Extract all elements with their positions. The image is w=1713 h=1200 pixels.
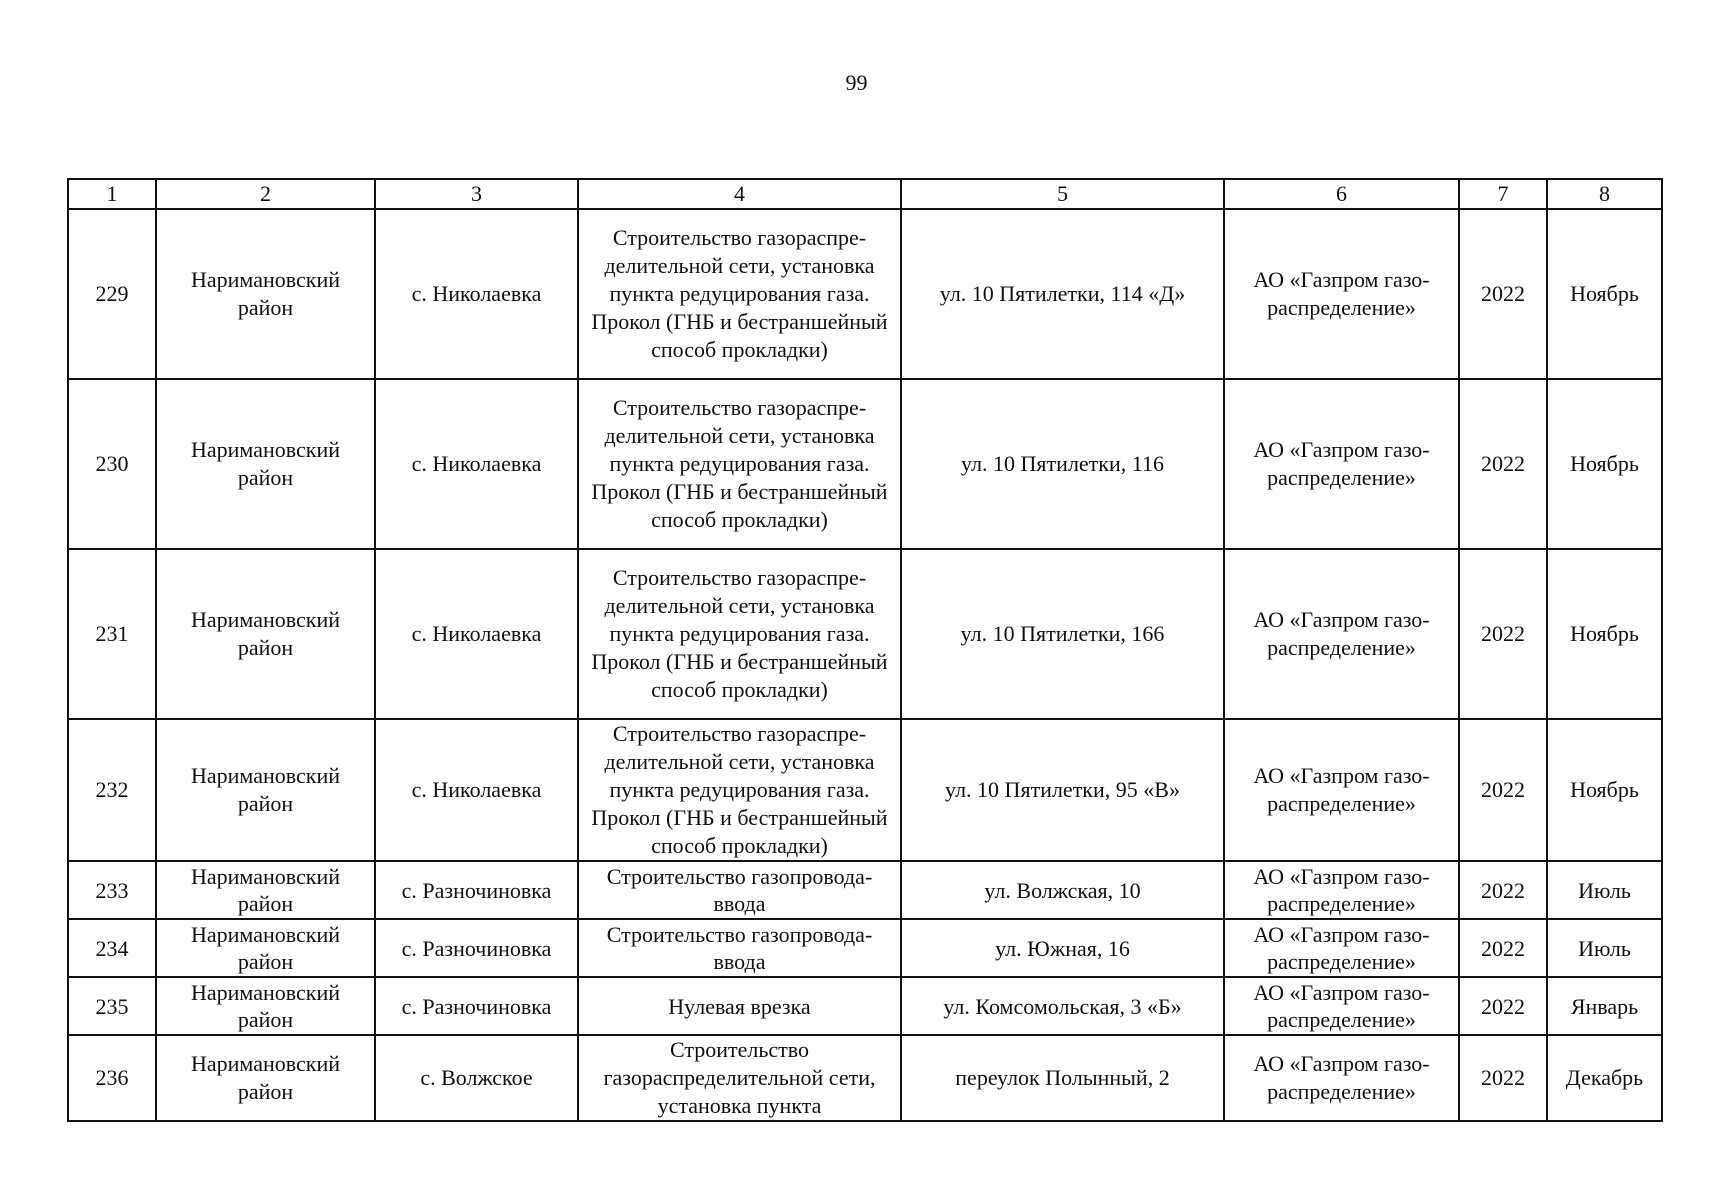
work-description-cell: Строительство газораспределительной сети, установка пункта редуцирования газа. Прокол (ГНБ и бестраншейный способ прокладки) (578, 379, 901, 549)
month-cell: Ноябрь (1547, 549, 1662, 719)
organization-cell: АО «Газпром газораспределение» (1224, 719, 1459, 861)
column-header: 6 (1224, 179, 1459, 209)
address-cell: ул. Волжская, 10 (901, 861, 1224, 919)
year-cell: 2022 (1459, 549, 1547, 719)
month-cell: Ноябрь (1547, 209, 1662, 379)
column-header: 2 (156, 179, 375, 209)
table-row (68, 209, 1662, 379)
year-cell: 2022 (1459, 919, 1547, 977)
settlement-cell: с. Николаевка (375, 209, 578, 379)
table-row (68, 919, 1662, 977)
address-cell: ул. 10 Пятилетки, 166 (901, 549, 1224, 719)
district-cell: Наримановский район (156, 719, 375, 861)
column-header: 1 (68, 179, 156, 209)
settlement-cell: с. Николаевка (375, 549, 578, 719)
table-row (68, 379, 1662, 549)
organization-cell: АО «Газпром газораспределение» (1224, 209, 1459, 379)
month-cell: Ноябрь (1547, 719, 1662, 861)
settlement-cell: с. Разночиновка (375, 919, 578, 977)
month-cell: Июль (1547, 861, 1662, 919)
address-cell: ул. 10 Пятилетки, 114 «Д» (901, 209, 1224, 379)
work-description-cell: Строительство газораспределительной сети, установка пункта редуцирования газа. Прокол (ГНБ и бестраншейный способ прокладки) (578, 209, 901, 379)
table-row (68, 1035, 1662, 1121)
table-row (68, 549, 1662, 719)
gas-works-table (67, 178, 1663, 1122)
organization-cell: АО «Газпром газораспределение» (1224, 1035, 1459, 1121)
page-number: 99 (845, 70, 868, 95)
year-cell: 2022 (1459, 379, 1547, 549)
column-header: 5 (901, 179, 1224, 209)
year-cell: 2022 (1459, 719, 1547, 861)
header-row (68, 179, 1662, 209)
row-number: 229 (68, 209, 156, 379)
settlement-cell: с. Николаевка (375, 379, 578, 549)
organization-cell: АО «Газпром газораспределение» (1224, 549, 1459, 719)
settlement-cell: с. Волжское (375, 1035, 578, 1121)
month-cell: Январь (1547, 977, 1662, 1035)
work-description-cell: Строительство газопровода-ввода (578, 919, 901, 977)
address-cell: ул. 10 Пятилетки, 116 (901, 379, 1224, 549)
organization-cell: АО «Газпром газораспределение» (1224, 919, 1459, 977)
year-cell: 2022 (1459, 977, 1547, 1035)
column-header: 7 (1459, 179, 1547, 209)
table-row (68, 719, 1662, 861)
year-cell: 2022 (1459, 209, 1547, 379)
row-number: 233 (68, 861, 156, 919)
table-row (68, 861, 1662, 919)
district-cell: Наримановский район (156, 861, 375, 919)
month-cell: Ноябрь (1547, 379, 1662, 549)
column-header: 4 (578, 179, 901, 209)
work-description-cell: Строительство газораспределительной сети, установка пункта (578, 1035, 901, 1121)
work-description-cell: Нулевая врезка (578, 977, 901, 1035)
district-cell: Наримановский район (156, 977, 375, 1035)
address-cell: ул. Южная, 16 (901, 919, 1224, 977)
settlement-cell: с. Разночиновка (375, 977, 578, 1035)
settlement-cell: с. Разночиновка (375, 861, 578, 919)
row-number: 235 (68, 977, 156, 1035)
work-description-cell: Строительство газопровода-ввода (578, 861, 901, 919)
column-header: 8 (1547, 179, 1662, 209)
column-header: 3 (375, 179, 578, 209)
work-description-cell: Строительство газораспределительной сети, установка пункта редуцирования газа. Прокол (ГНБ и бестраншейный способ прокладки) (578, 549, 901, 719)
address-cell: ул. 10 Пятилетки, 95 «В» (901, 719, 1224, 861)
row-number: 231 (68, 549, 156, 719)
row-number: 230 (68, 379, 156, 549)
row-number: 232 (68, 719, 156, 861)
district-cell: Наримановский район (156, 209, 375, 379)
settlement-cell: с. Николаевка (375, 719, 578, 861)
address-cell: переулок Полынный, 2 (901, 1035, 1224, 1121)
organization-cell: АО «Газпром газораспределение» (1224, 861, 1459, 919)
district-cell: Наримановский район (156, 919, 375, 977)
district-cell: Наримановский район (156, 1035, 375, 1121)
organization-cell: АО «Газпром газораспределение» (1224, 977, 1459, 1035)
table-row (68, 977, 1662, 1035)
year-cell: 2022 (1459, 1035, 1547, 1121)
address-cell: ул. Комсомольская, 3 «Б» (901, 977, 1224, 1035)
district-cell: Наримановский район (156, 549, 375, 719)
district-cell: Наримановский район (156, 379, 375, 549)
month-cell: Июль (1547, 919, 1662, 977)
work-description-cell: Строительство газораспределительной сети, установка пункта редуцирования газа. Прокол (ГНБ и бестраншейный способ прокладки) (578, 719, 901, 861)
month-cell: Декабрь (1547, 1035, 1662, 1121)
row-number: 236 (68, 1035, 156, 1121)
organization-cell: АО «Газпром газораспределение» (1224, 379, 1459, 549)
row-number: 234 (68, 919, 156, 977)
year-cell: 2022 (1459, 861, 1547, 919)
